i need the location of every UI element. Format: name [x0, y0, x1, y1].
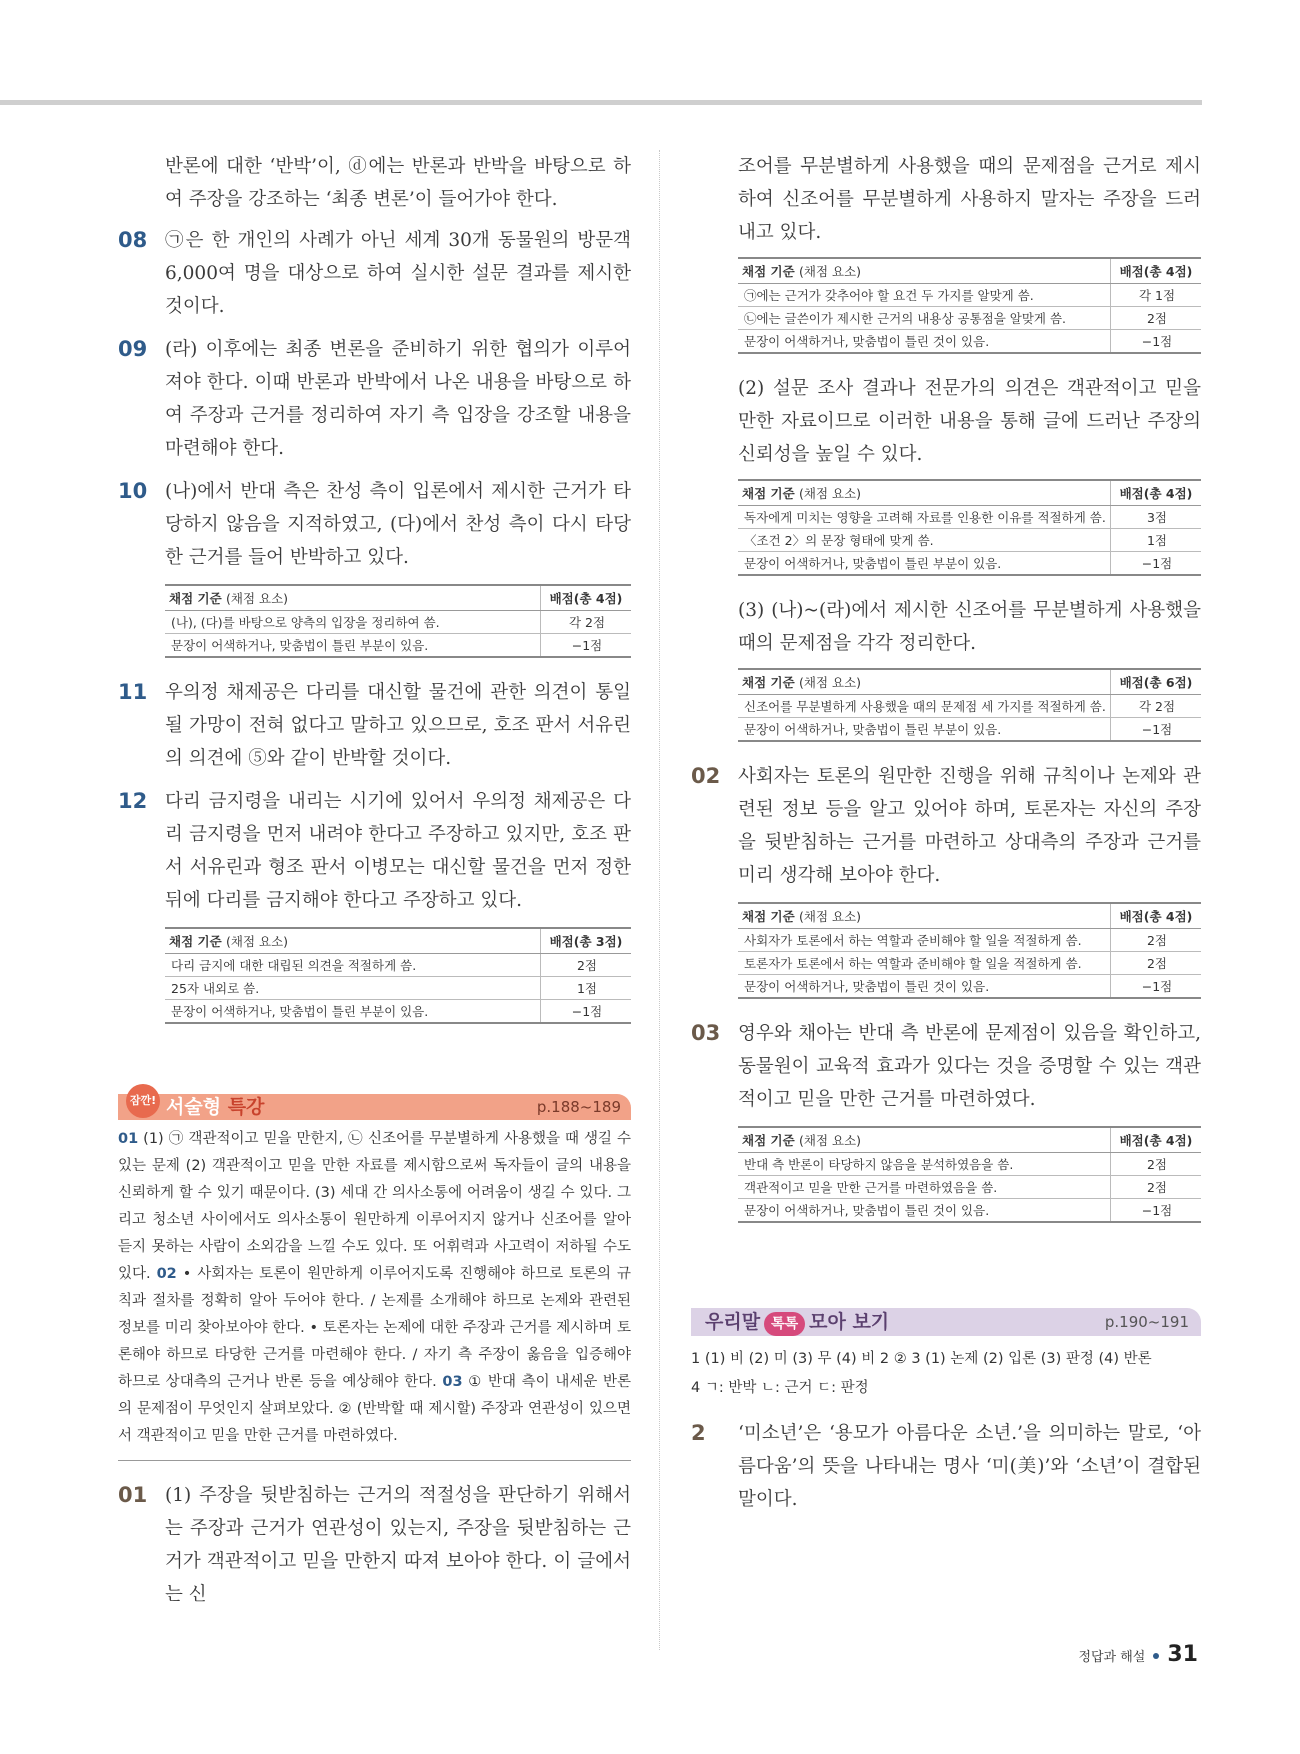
- answer-text: 영우와 채아는 반대 측 반론에 문제점이 있음을 확인하고, 동물원이 교육적 효과가 있다는 것을 증명할 수 있는 객관적이고 믿을 만한 근거를 마련하였다.: [738, 1023, 1201, 1110]
- question-number: 09: [118, 337, 148, 361]
- item-text: (1) ㉠ 객관적이고 믿을 만한지, ㉡ 신조어를 무분별하게 사용했을 때 생길 수 있는 문제 (2) 객관적이고 믿을 만한 자료를 제시함으로써 독자들이 글의 내용을 신뢰하게 할 수 있기 때문이다. (3) 세대 간 의사소통에 어려움이 생길 수 있다. 그리고 청소년 사이에서도 의사소통이 원만하게 이루어지지 않거나 신조어를 알아듣지 못하는 사람이 소외감을 느낄 수도 있다. 또 어휘력과 사고력이 저하될 수도 있다.: [118, 1131, 631, 1282]
- item-text: ① 반대 측이 내세운 반론의 문제점이 무엇인지 살펴보았다. ② (반박할 때 제시할) 주장과 연관성이 있으면서 객관적이고 믿을 만한 근거를 마련하였다.: [118, 1374, 632, 1444]
- table-row: 다리 금지에 대한 대립된 의견을 적절하게 씀. 2점: [165, 954, 631, 977]
- scoring-table-01-2: [738, 479, 1201, 576]
- intro-paragraph: [118, 150, 631, 216]
- sub-answer-3: [691, 594, 1201, 660]
- question-11: [118, 676, 631, 775]
- criteria-header: 채점 기준 (채점 요소): [738, 480, 1111, 506]
- answer-text: 우의정 채제공은 다리를 대신할 물건에 관한 의견이 통일될 가망이 전혀 없다고 말하고 있으므로, 호조 판서 서유린의 의견에 ⑤와 같이 반박할 것이다.: [165, 682, 631, 769]
- table-row: 〈조건 2〉의 문장 형태에 맞게 씀. 1점: [738, 529, 1201, 552]
- special-lecture-header: [118, 1084, 631, 1120]
- footer-label: 정답과 해설: [1078, 1650, 1146, 1665]
- bullet-icon: [1153, 1653, 1159, 1659]
- answer-text: ‘미소년’은 ‘용모가 아름다운 소년.’을 의미하는 말로, ‘아름다움’의 뜻을 나타내는 명사 ‘미(美)’와 ‘소년’이 결합된 말이다.: [738, 1423, 1201, 1510]
- scoring-table-01-3: [738, 668, 1201, 742]
- criteria-header: 채점 기준 (채점 요소): [165, 928, 541, 954]
- answer-line: 1 (1) 비 (2) 미 (3) 무 (4) 비 2 ② 3 (1) 논제 (2) 입론 (3) 판정 (4) 반론: [691, 1351, 1152, 1367]
- question-number: 03: [691, 1021, 721, 1045]
- score-header: 배점(총 4점): [541, 585, 632, 611]
- column-divider: [659, 150, 660, 1650]
- criteria-header: 채점 기준 (채점 요소): [738, 669, 1111, 695]
- scoring-table-02: [738, 902, 1201, 999]
- table-row: 문장이 어색하거나, 맞춤법이 틀린 부분이 있음. −1점: [165, 634, 631, 658]
- criteria-header: 채점 기준 (채점 요소): [738, 903, 1111, 929]
- table-row: 문장이 어색하거나, 맞춤법이 틀린 부분이 있음. −1점: [165, 1000, 631, 1024]
- answer-text: ㉠은 한 개인의 사례가 아닌 세계 30개 동물원의 방문객 6,000여 명을 대상으로 하여 실시한 설문 결과를 제시한 것이다.: [165, 230, 631, 317]
- answer-text: (2) 설문 조사 결과나 전문가의 의견은 객관적이고 믿을 만한 자료이므로 이러한 내용을 통해 글에 드러난 주장의 신뢰성을 높일 수 있다.: [738, 378, 1201, 465]
- left-column: [118, 150, 631, 1621]
- question-08: [118, 224, 631, 323]
- answer-text: (3) (나)~(라)에서 제시한 신조어를 무분별하게 사용했을 때의 문제점을 각각 정리한다.: [738, 600, 1201, 654]
- question-02: [691, 760, 1201, 892]
- table-row: ㉡에는 글쓴이가 제시한 근거의 내용상 공통점을 알맞게 씀. 2점: [738, 307, 1201, 330]
- page-footer: [1078, 1642, 1198, 1667]
- scoring-table-01-1: [738, 257, 1201, 354]
- table-row: 신조어를 무분별하게 사용했을 때의 문제점 세 가지를 적절하게 씀. 각 2점: [738, 695, 1201, 718]
- question-number: 2: [691, 1421, 706, 1445]
- question-12: [118, 785, 631, 917]
- intro-text: 반론에 대한 ‘반박’이, ⓓ에는 반론과 반박을 바탕으로 하여 주장을 강조하는 ‘최종 변론’이 들어가야 한다.: [165, 156, 631, 210]
- table-row: 25자 내외로 씀. 1점: [165, 977, 631, 1000]
- criteria-header: 채점 기준 (채점 요소): [165, 585, 541, 611]
- answer-line: 4 ㄱ: 반박 ㄴ: 근거 ㄷ: 판정: [691, 1380, 869, 1396]
- answer-text: (라) 이후에는 최종 변론을 준비하기 위한 협의가 이루어져야 한다. 이때 반론과 반박에서 나온 내용을 바탕으로 하여 주장과 근거를 정리하여 자기 측 입장을 강조할 내용을 마련해야 한다.: [165, 339, 631, 459]
- score-header: 배점(총 3점): [541, 928, 632, 954]
- criteria-header: 채점 기준 (채점 요소): [738, 1127, 1111, 1153]
- score-header: 배점(총 4점): [1111, 258, 1202, 284]
- top-rule: [0, 100, 1202, 105]
- sub-answer-2: [691, 372, 1201, 471]
- table-row: 문장이 어색하거나, 맞춤법이 틀린 것이 있음. −1점: [738, 330, 1201, 354]
- table-row: (나), (다)를 바탕으로 양측의 입장을 정리하여 씀. 각 2점: [165, 611, 631, 634]
- continuation-paragraph: [691, 150, 1201, 249]
- table-row: 문장이 어색하거나, 맞춤법이 틀린 부분이 있음. −1점: [738, 718, 1201, 742]
- table-row: 문장이 어색하거나, 맞춤법이 틀린 것이 있음. −1점: [738, 1199, 1201, 1223]
- question-number: 12: [118, 789, 148, 813]
- answer-text: (나)에서 반대 측은 찬성 측이 입론에서 제시한 근거가 타당하지 않음을 지적하였고, (다)에서 찬성 측이 다시 타당한 근거를 들어 반박하고 있다.: [165, 481, 631, 568]
- score-header: 배점(총 4점): [1111, 480, 1202, 506]
- question-number: 10: [118, 479, 148, 503]
- table-row: 객관적이고 믿을 만한 근거를 마련하였음을 씀. 2점: [738, 1176, 1201, 1199]
- question-number: 08: [118, 228, 148, 252]
- badge: 잠깐!: [126, 1084, 160, 1118]
- item-number: 03: [442, 1374, 463, 1390]
- question-09: [118, 333, 631, 465]
- question-number: 01: [118, 1483, 148, 1507]
- table-row: 토론자가 토론에서 하는 역할과 준비해야 할 일을 적절하게 씀. 2점: [738, 952, 1201, 975]
- scoring-table-12: [165, 927, 631, 1024]
- answer-text: 다리 금지령을 내리는 시기에 있어서 우의정 채제공은 다리 금지령을 먼저 내려야 한다고 주장하고 있지만, 호조 판서 서유린과 형조 판서 이병모는 대신할 물건을 먼저 정한 뒤에 다리를 금지해야 한다고 주장하고 있다.: [165, 791, 631, 911]
- special-lecture-body: [118, 1120, 631, 1461]
- table-row: 사회자가 토론에서 하는 역할과 준비해야 할 일을 적절하게 씀. 2점: [738, 929, 1201, 952]
- table-row: 문장이 어색하거나, 맞춤법이 틀린 것이 있음. −1점: [738, 975, 1201, 999]
- section-title: 서술형 특강: [166, 1096, 265, 1118]
- item-number: 01: [118, 1131, 139, 1147]
- answer-text: (1) 주장을 뒷받침하는 근거의 적절성을 판단하기 위해서는 주장과 근거가 연관성이 있는지, 주장을 뒷받침하는 근거가 객관적이고 믿을 만한지 따져 보아야 한다. 이 글에서는 신: [165, 1485, 631, 1605]
- question-2: [691, 1417, 1201, 1516]
- question-number: 02: [691, 764, 721, 788]
- answer-text: 조어를 무분별하게 사용했을 때의 문제점을 근거로 제시하여 신조어를 무분별하게 사용하지 말자는 주장을 드러내고 있다.: [738, 156, 1201, 243]
- section-title: 우리말 톡톡 모아 보기: [705, 1308, 889, 1336]
- table-row: 문장이 어색하거나, 맞춤법이 틀린 부분이 있음. −1점: [738, 552, 1201, 576]
- page-reference: p.188~189: [536, 1098, 621, 1116]
- question-03: [691, 1017, 1201, 1116]
- item-number: 02: [156, 1266, 177, 1282]
- score-header: 배점(총 4점): [1111, 1127, 1202, 1153]
- table-row: 독자에게 미치는 영향을 고려해 자료를 인용한 이유를 적절하게 씀. 3점: [738, 506, 1201, 529]
- page-reference: p.190~191: [1104, 1313, 1189, 1331]
- korean-collection-header: [691, 1303, 1201, 1337]
- scoring-table-10: [165, 584, 631, 658]
- table-row: 반대 측 반론이 타당하지 않음을 분석하였음을 씀. 2점: [738, 1153, 1201, 1176]
- question-10: [118, 475, 631, 574]
- right-column: [691, 150, 1201, 1526]
- question-number: 11: [118, 680, 148, 704]
- table-row: ㉠에는 근거가 갖추어야 할 요건 두 가지를 알맞게 씀. 각 1점: [738, 284, 1201, 307]
- page-number: 31: [1167, 1642, 1198, 1667]
- answer-text: 사회자는 토론의 원만한 진행을 위해 규칙이나 논제와 관련된 정보 등을 알고 있어야 하며, 토론자는 자신의 주장을 뒷받침하는 근거를 마련하고 상대측의 주장과 근거를 미리 생각해 보아야 한다.: [738, 766, 1201, 886]
- badge: 톡톡: [764, 1312, 805, 1336]
- item-text: • 사회자는 토론이 원만하게 이루어지도록 진행해야 하므로 토론의 규칙과 절차를 정확히 알아 두어야 한다. / 논제를 소개해야 하므로 논제와 관련된 정보를 미리 찾아보아야 한다. • 토론자는 논제에 대한 주장과 근거를 제시하며 토론해야 하므로 타당한 근거를 마련해야 한다. / 자기 측 주장이 옳음을 입증해야 하므로 상대측의 근거나 반론 등을 예상해야 한다.: [118, 1266, 632, 1390]
- korean-collection-answers: [691, 1345, 1201, 1403]
- question-01: [118, 1479, 631, 1611]
- score-header: 배점(총 4점): [1111, 903, 1202, 929]
- criteria-header: 채점 기준 (채점 요소): [738, 258, 1111, 284]
- score-header: 배점(총 6점): [1111, 669, 1202, 695]
- scoring-table-03: [738, 1126, 1201, 1223]
